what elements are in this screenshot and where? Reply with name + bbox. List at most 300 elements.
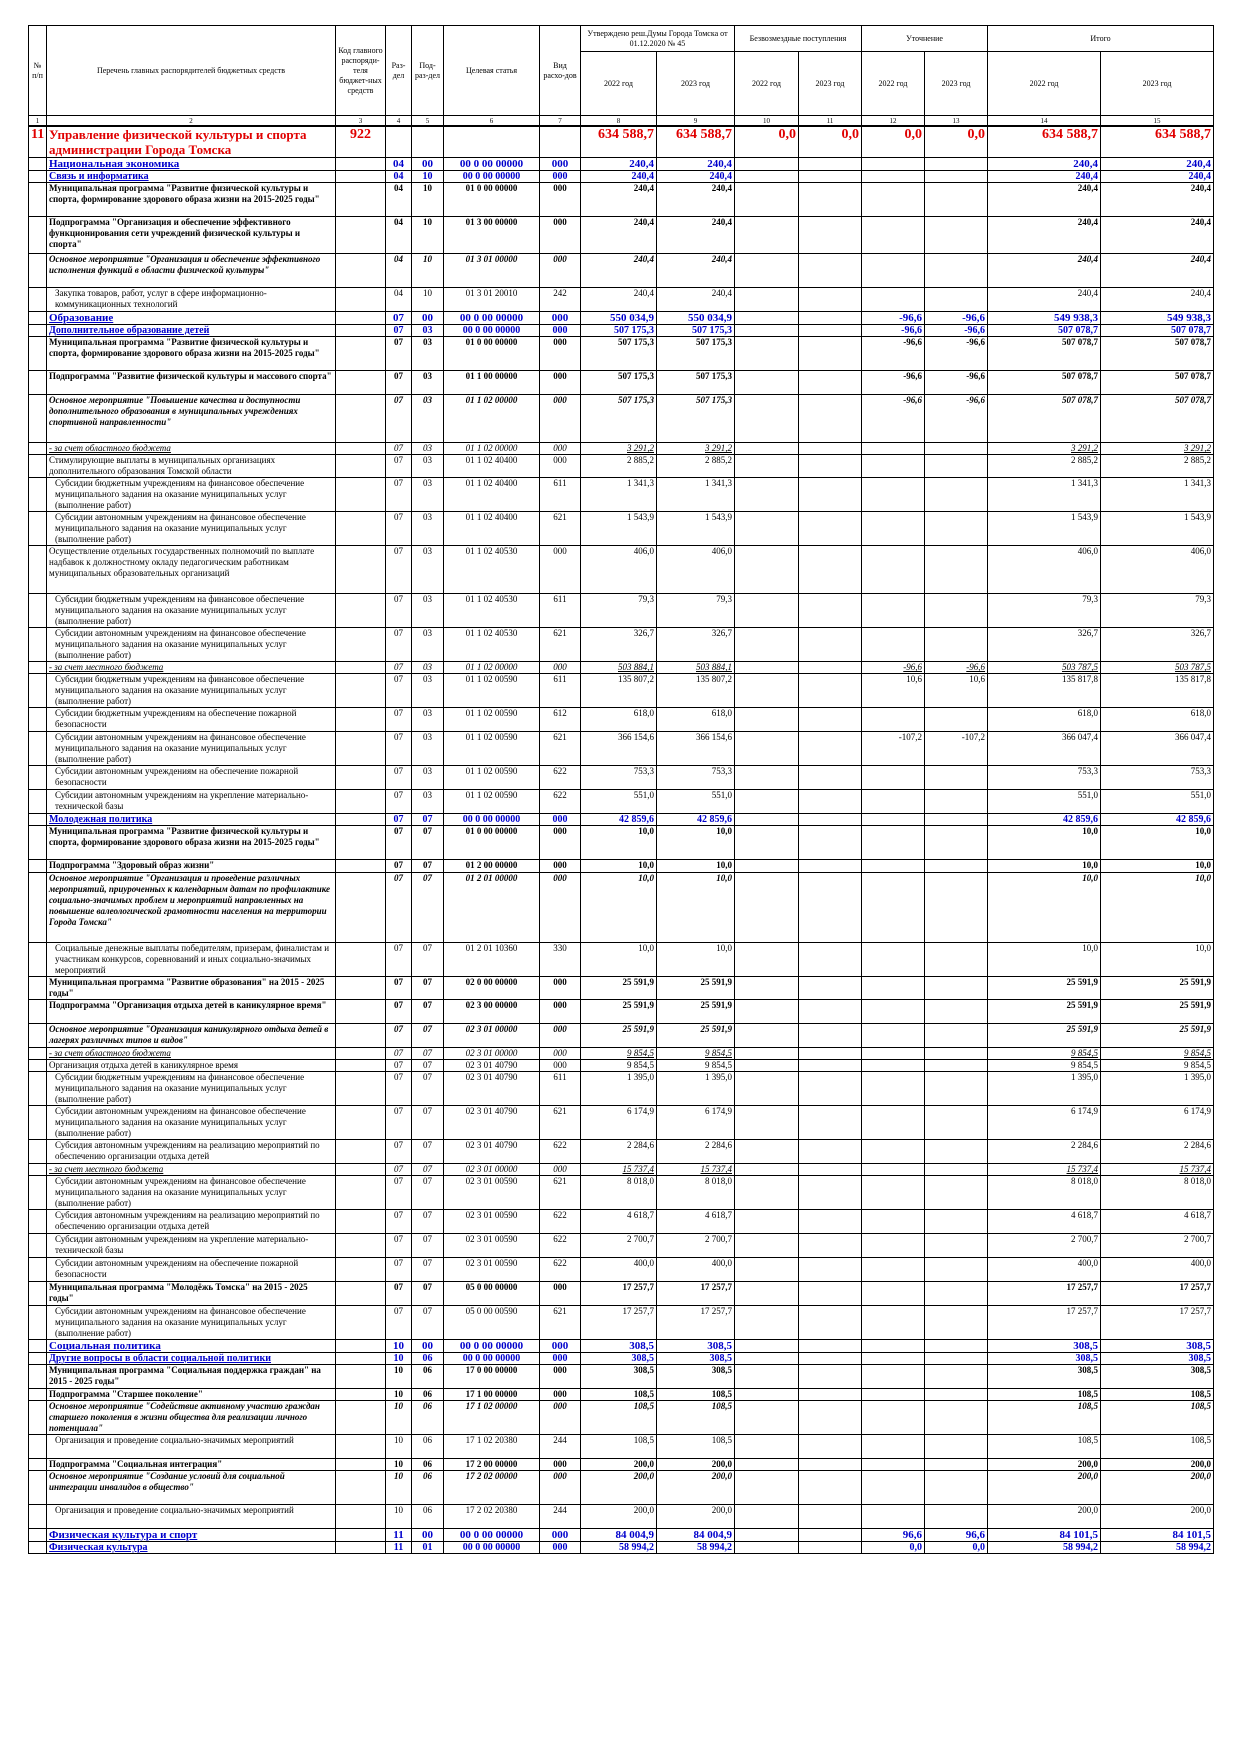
grants-2023 bbox=[799, 158, 862, 171]
row-code bbox=[336, 1471, 386, 1505]
grants-2023 bbox=[799, 814, 862, 826]
clarification-2023 bbox=[925, 1048, 988, 1060]
approved-2022: 10,0 bbox=[581, 826, 657, 860]
row-number bbox=[29, 977, 47, 1000]
grants-2022 bbox=[735, 1459, 799, 1471]
total-2022: 1 543,9 bbox=[988, 512, 1101, 546]
clarification-2023 bbox=[925, 1072, 988, 1106]
row-section: 07 bbox=[386, 1140, 412, 1164]
table-header bbox=[29, 26, 1214, 127]
clarification-2023: -96,6 bbox=[925, 371, 988, 395]
grants-2022 bbox=[735, 1353, 799, 1365]
grants-2022 bbox=[735, 1529, 799, 1542]
row-target: 01 2 01 00000 bbox=[444, 873, 540, 943]
row-number bbox=[29, 674, 47, 708]
row-exp-type: 000 bbox=[540, 546, 581, 594]
row-target: 02 3 01 00590 bbox=[444, 1176, 540, 1210]
row-target: 01 0 00 00000 bbox=[444, 826, 540, 860]
row-section: 07 bbox=[386, 826, 412, 860]
grants-2023: 0,0 bbox=[799, 126, 862, 158]
row-code bbox=[336, 860, 386, 873]
total-2022: 308,5 bbox=[988, 1340, 1101, 1353]
column-number: 7 bbox=[540, 116, 581, 127]
row-section: 07 bbox=[386, 1060, 412, 1072]
grants-2023 bbox=[799, 1401, 862, 1435]
column-number: 10 bbox=[735, 116, 799, 127]
table-row bbox=[29, 1176, 1214, 1210]
row-target: 17 1 00 00000 bbox=[444, 1389, 540, 1401]
grants-2023 bbox=[799, 1072, 862, 1106]
total-2022: 753,3 bbox=[988, 766, 1101, 790]
grants-2023 bbox=[799, 1306, 862, 1340]
row-code bbox=[336, 1435, 386, 1459]
row-exp-type: 000 bbox=[540, 371, 581, 395]
table-row bbox=[29, 1306, 1214, 1340]
total-2022: 240,4 bbox=[988, 158, 1101, 171]
approved-2022: 2 885,2 bbox=[581, 455, 657, 478]
row-code bbox=[336, 873, 386, 943]
row-section: 10 bbox=[386, 1435, 412, 1459]
row-code bbox=[336, 1505, 386, 1529]
budget-sheet bbox=[28, 25, 1213, 1554]
approved-2022: 1 395,0 bbox=[581, 1072, 657, 1106]
row-code bbox=[336, 1258, 386, 1282]
row-code bbox=[336, 1024, 386, 1048]
clarification-2023: 10,6 bbox=[925, 674, 988, 708]
grants-2022 bbox=[735, 1542, 799, 1554]
total-2023: 326,7 bbox=[1101, 628, 1214, 662]
grants-2022 bbox=[735, 478, 799, 512]
approved-2023: 406,0 bbox=[657, 546, 735, 594]
approved-2022: 503 884,1 bbox=[581, 662, 657, 674]
row-name: Основное мероприятие "Создание условий для социальной интеграции инвалидов в общество" bbox=[47, 1471, 336, 1505]
row-name: Субсидии автономным учреждениям на финансовое обеспечение муниципального задания на оказание муниципальных услуг (выполнение работ) bbox=[47, 1176, 336, 1210]
row-subsection: 00 bbox=[412, 312, 444, 325]
approved-2022: 240,4 bbox=[581, 171, 657, 183]
row-exp-type: 621 bbox=[540, 1176, 581, 1210]
grants-2023 bbox=[799, 1459, 862, 1471]
grants-2023 bbox=[799, 1048, 862, 1060]
row-exp-type: 000 bbox=[540, 1164, 581, 1176]
row-section: 11 bbox=[386, 1542, 412, 1554]
total-2022: 240,4 bbox=[988, 171, 1101, 183]
row-name: Муниципальная программа "Социальная поддержка граждан" на 2015 - 2025 годы" bbox=[47, 1365, 336, 1389]
clarification-2023 bbox=[925, 1060, 988, 1072]
grants-2023 bbox=[799, 594, 862, 628]
row-number bbox=[29, 1234, 47, 1258]
row-subsection: 07 bbox=[412, 1306, 444, 1340]
grants-2023 bbox=[799, 455, 862, 478]
row-target: 17 2 02 20380 bbox=[444, 1505, 540, 1529]
clarification-2023 bbox=[925, 1471, 988, 1505]
grants-2022 bbox=[735, 158, 799, 171]
row-exp-type: 000 bbox=[540, 1353, 581, 1365]
row-exp-type: 622 bbox=[540, 1234, 581, 1258]
row-target: 02 0 00 00000 bbox=[444, 977, 540, 1000]
grants-2023 bbox=[799, 1176, 862, 1210]
clarification-2022 bbox=[862, 977, 925, 1000]
total-2022: 200,0 bbox=[988, 1459, 1101, 1471]
total-2023: 3 291,2 bbox=[1101, 443, 1214, 455]
row-target: 17 1 02 20380 bbox=[444, 1435, 540, 1459]
total-2023: 400,0 bbox=[1101, 1258, 1214, 1282]
total-2022: 10,0 bbox=[988, 826, 1101, 860]
row-exp-type: 621 bbox=[540, 628, 581, 662]
row-target: 01 1 02 00590 bbox=[444, 732, 540, 766]
total-2023: 366 047,4 bbox=[1101, 732, 1214, 766]
clarification-2023: 0,0 bbox=[925, 126, 988, 158]
row-code: 922 bbox=[336, 126, 386, 158]
row-exp-type: 612 bbox=[540, 708, 581, 732]
column-number: 2 bbox=[47, 116, 336, 127]
clarification-2023 bbox=[925, 158, 988, 171]
approved-2022: 240,4 bbox=[581, 288, 657, 312]
row-target: 01 1 02 40530 bbox=[444, 546, 540, 594]
clarification-2023: -96,6 bbox=[925, 325, 988, 337]
total-2022: 240,4 bbox=[988, 254, 1101, 288]
row-code bbox=[336, 337, 386, 371]
row-number bbox=[29, 732, 47, 766]
grants-2023 bbox=[799, 766, 862, 790]
header-year: 2022 год bbox=[735, 52, 799, 116]
row-number bbox=[29, 171, 47, 183]
row-subsection bbox=[412, 126, 444, 158]
row-code bbox=[336, 1048, 386, 1060]
table-row bbox=[29, 158, 1214, 171]
row-number bbox=[29, 546, 47, 594]
row-subsection: 07 bbox=[412, 1234, 444, 1258]
clarification-2023 bbox=[925, 1176, 988, 1210]
approved-2022: 6 174,9 bbox=[581, 1106, 657, 1140]
grants-2022 bbox=[735, 512, 799, 546]
row-exp-type: 622 bbox=[540, 1210, 581, 1234]
row-number bbox=[29, 1176, 47, 1210]
clarification-2022 bbox=[862, 1106, 925, 1140]
row-exp-type: 000 bbox=[540, 395, 581, 443]
row-subsection: 07 bbox=[412, 1024, 444, 1048]
row-target: 00 0 00 00000 bbox=[444, 325, 540, 337]
grants-2022 bbox=[735, 1306, 799, 1340]
row-target: 01 1 02 40530 bbox=[444, 594, 540, 628]
row-name: Закупка товаров, работ, услуг в сфере информационно-коммуникационных технологий bbox=[47, 288, 336, 312]
total-2022: 308,5 bbox=[988, 1353, 1101, 1365]
clarification-2023 bbox=[925, 1401, 988, 1435]
row-subsection: 03 bbox=[412, 790, 444, 814]
clarification-2023 bbox=[925, 254, 988, 288]
row-subsection: 06 bbox=[412, 1401, 444, 1435]
row-exp-type: 000 bbox=[540, 312, 581, 325]
approved-2022: 551,0 bbox=[581, 790, 657, 814]
row-code bbox=[336, 1306, 386, 1340]
row-number bbox=[29, 766, 47, 790]
row-code bbox=[336, 1060, 386, 1072]
clarification-2022 bbox=[862, 1306, 925, 1340]
row-section: 07 bbox=[386, 1164, 412, 1176]
grants-2023 bbox=[799, 873, 862, 943]
total-2022: 9 854,5 bbox=[988, 1048, 1101, 1060]
row-exp-type: 000 bbox=[540, 662, 581, 674]
row-code bbox=[336, 158, 386, 171]
row-code bbox=[336, 628, 386, 662]
row-subsection: 07 bbox=[412, 1000, 444, 1024]
table-row bbox=[29, 1459, 1214, 1471]
row-subsection: 00 bbox=[412, 1529, 444, 1542]
total-2023: 406,0 bbox=[1101, 546, 1214, 594]
row-exp-type: 611 bbox=[540, 478, 581, 512]
clarification-2023 bbox=[925, 1353, 988, 1365]
total-2023: 200,0 bbox=[1101, 1459, 1214, 1471]
total-2022: 135 817,8 bbox=[988, 674, 1101, 708]
row-code bbox=[336, 1529, 386, 1542]
total-2022: 84 101,5 bbox=[988, 1529, 1101, 1542]
total-2023: 1 543,9 bbox=[1101, 512, 1214, 546]
approved-2023: 79,3 bbox=[657, 594, 735, 628]
grants-2023 bbox=[799, 1060, 862, 1072]
total-2023: 240,4 bbox=[1101, 183, 1214, 217]
row-target: 02 3 01 40790 bbox=[444, 1106, 540, 1140]
approved-2023: 326,7 bbox=[657, 628, 735, 662]
total-2022: 200,0 bbox=[988, 1471, 1101, 1505]
row-target: 01 1 02 00590 bbox=[444, 708, 540, 732]
total-2023: 15 737,4 bbox=[1101, 1164, 1214, 1176]
row-code bbox=[336, 443, 386, 455]
clarification-2023 bbox=[925, 1000, 988, 1024]
clarification-2022 bbox=[862, 1140, 925, 1164]
row-number bbox=[29, 943, 47, 977]
row-name: Организация и проведение социально-значимых мероприятий bbox=[47, 1435, 336, 1459]
row-number bbox=[29, 1164, 47, 1176]
row-subsection: 03 bbox=[412, 766, 444, 790]
row-section: 07 bbox=[386, 1106, 412, 1140]
approved-2023: 551,0 bbox=[657, 790, 735, 814]
row-section: 07 bbox=[386, 1000, 412, 1024]
total-2022: 2 284,6 bbox=[988, 1140, 1101, 1164]
clarification-2023 bbox=[925, 1258, 988, 1282]
row-name: Основное мероприятие "Организация и обеспечение эффективного исполнения функций в области физической культуры" bbox=[47, 254, 336, 288]
approved-2023: 3 291,2 bbox=[657, 443, 735, 455]
row-number bbox=[29, 1529, 47, 1542]
row-subsection: 06 bbox=[412, 1505, 444, 1529]
row-exp-type: 000 bbox=[540, 217, 581, 254]
grants-2023 bbox=[799, 312, 862, 325]
row-name: Подпрограмма "Организация отдыха детей в каникулярное время" bbox=[47, 1000, 336, 1024]
clarification-2023 bbox=[925, 478, 988, 512]
clarification-2022 bbox=[862, 1340, 925, 1353]
row-code bbox=[336, 455, 386, 478]
grants-2022 bbox=[735, 943, 799, 977]
approved-2022: 240,4 bbox=[581, 254, 657, 288]
table-row bbox=[29, 443, 1214, 455]
total-2023: 84 101,5 bbox=[1101, 1529, 1214, 1542]
row-code bbox=[336, 1282, 386, 1306]
approved-2022: 84 004,9 bbox=[581, 1529, 657, 1542]
column-number: 11 bbox=[799, 116, 862, 127]
row-exp-type: 000 bbox=[540, 1365, 581, 1389]
clarification-2022: -96,6 bbox=[862, 325, 925, 337]
row-subsection: 10 bbox=[412, 183, 444, 217]
table-row bbox=[29, 455, 1214, 478]
row-code bbox=[336, 1542, 386, 1554]
clarification-2022 bbox=[862, 628, 925, 662]
row-subsection: 07 bbox=[412, 1164, 444, 1176]
total-2023: 10,0 bbox=[1101, 826, 1214, 860]
row-section: 10 bbox=[386, 1401, 412, 1435]
total-2022: 503 787,5 bbox=[988, 662, 1101, 674]
row-target: 01 1 02 00590 bbox=[444, 790, 540, 814]
row-section: 07 bbox=[386, 977, 412, 1000]
row-target: 01 0 00 00000 bbox=[444, 183, 540, 217]
row-section: 07 bbox=[386, 1072, 412, 1106]
row-section: 10 bbox=[386, 1340, 412, 1353]
row-exp-type: 000 bbox=[540, 826, 581, 860]
grants-2022 bbox=[735, 1164, 799, 1176]
table-row bbox=[29, 1106, 1214, 1140]
approved-2022: 200,0 bbox=[581, 1459, 657, 1471]
total-2022: 10,0 bbox=[988, 860, 1101, 873]
row-exp-type: 000 bbox=[540, 171, 581, 183]
total-2023: 17 257,7 bbox=[1101, 1306, 1214, 1340]
table-row bbox=[29, 183, 1214, 217]
approved-2023: 108,5 bbox=[657, 1401, 735, 1435]
total-2023: 240,4 bbox=[1101, 217, 1214, 254]
clarification-2023 bbox=[925, 1389, 988, 1401]
grants-2023 bbox=[799, 443, 862, 455]
approved-2023: 634 588,7 bbox=[657, 126, 735, 158]
row-name: Субсидии автономным учреждениям на финансовое обеспечение муниципального задания на оказание муниципальных услуг (выполнение работ) bbox=[47, 628, 336, 662]
approved-2022: 406,0 bbox=[581, 546, 657, 594]
column-number: 12 bbox=[862, 116, 925, 127]
row-number bbox=[29, 312, 47, 325]
row-code bbox=[336, 943, 386, 977]
row-number bbox=[29, 826, 47, 860]
row-section: 07 bbox=[386, 662, 412, 674]
row-target: 17 2 00 00000 bbox=[444, 1459, 540, 1471]
approved-2022: 400,0 bbox=[581, 1258, 657, 1282]
row-name: Подпрограмма "Организация и обеспечение эффективного функционирования сети учреждений физической культуры и спорта" bbox=[47, 217, 336, 254]
clarification-2022 bbox=[862, 1365, 925, 1389]
approved-2023: 240,4 bbox=[657, 217, 735, 254]
row-section: 07 bbox=[386, 594, 412, 628]
approved-2023: 108,5 bbox=[657, 1389, 735, 1401]
grants-2023 bbox=[799, 790, 862, 814]
row-name: Национальная экономика bbox=[47, 158, 336, 171]
table-row bbox=[29, 512, 1214, 546]
table-row bbox=[29, 1258, 1214, 1282]
total-2022: 8 018,0 bbox=[988, 1176, 1101, 1210]
approved-2023: 366 154,6 bbox=[657, 732, 735, 766]
row-code bbox=[336, 814, 386, 826]
approved-2023: 240,4 bbox=[657, 171, 735, 183]
clarification-2022: 10,6 bbox=[862, 674, 925, 708]
approved-2023: 2 284,6 bbox=[657, 1140, 735, 1164]
approved-2023: 135 807,2 bbox=[657, 674, 735, 708]
row-exp-type: 621 bbox=[540, 512, 581, 546]
row-name: Субсидии бюджетным учреждениям на обеспечение пожарной безопасности bbox=[47, 708, 336, 732]
row-code bbox=[336, 1340, 386, 1353]
clarification-2022: 0,0 bbox=[862, 126, 925, 158]
row-name: Субсидия автономным учреждениям на реализацию мероприятий по обеспечению организации отдыха детей bbox=[47, 1210, 336, 1234]
clarification-2022 bbox=[862, 512, 925, 546]
total-2022: 366 047,4 bbox=[988, 732, 1101, 766]
row-name: Субсидии бюджетным учреждениям на финансовое обеспечение муниципального задания на оказание муниципальных услуг (выполнение работ) bbox=[47, 594, 336, 628]
row-target: 00 0 00 00000 bbox=[444, 1542, 540, 1554]
grants-2022 bbox=[735, 1282, 799, 1306]
row-number bbox=[29, 1340, 47, 1353]
approved-2022: 8 018,0 bbox=[581, 1176, 657, 1210]
row-section: 07 bbox=[386, 674, 412, 708]
clarification-2022 bbox=[862, 1234, 925, 1258]
row-section: 04 bbox=[386, 254, 412, 288]
column-number: 14 bbox=[988, 116, 1101, 127]
row-subsection: 03 bbox=[412, 395, 444, 443]
approved-2022: 240,4 bbox=[581, 158, 657, 171]
table-row bbox=[29, 790, 1214, 814]
total-2022: 1 341,3 bbox=[988, 478, 1101, 512]
grants-2022 bbox=[735, 628, 799, 662]
approved-2023: 507 175,3 bbox=[657, 395, 735, 443]
row-name: Муниципальная программа "Развитие образования" на 2015 - 2025 годы" bbox=[47, 977, 336, 1000]
row-exp-type: 000 bbox=[540, 325, 581, 337]
total-2022: 400,0 bbox=[988, 1258, 1101, 1282]
table-row bbox=[29, 325, 1214, 337]
clarification-2023 bbox=[925, 217, 988, 254]
total-2023: 4 618,7 bbox=[1101, 1210, 1214, 1234]
row-name: Основное мероприятие "Организация и проведение различных мероприятий, приуроченных к календарным датам по профилактике социально-значимых проблем и мероприятий направленных на повышение валеологической грамотности населения на территории Города Томска" bbox=[47, 873, 336, 943]
row-number bbox=[29, 1024, 47, 1048]
approved-2022: 15 737,4 bbox=[581, 1164, 657, 1176]
row-number bbox=[29, 1060, 47, 1072]
clarification-2022: 0,0 bbox=[862, 1542, 925, 1554]
grants-2022: 0,0 bbox=[735, 126, 799, 158]
row-name: Организация и проведение социально-значимых мероприятий bbox=[47, 1505, 336, 1529]
grants-2022 bbox=[735, 1365, 799, 1389]
approved-2023: 9 854,5 bbox=[657, 1060, 735, 1072]
total-2023: 240,4 bbox=[1101, 158, 1214, 171]
row-exp-type: 000 bbox=[540, 1401, 581, 1435]
row-number bbox=[29, 628, 47, 662]
clarification-2023 bbox=[925, 1306, 988, 1340]
clarification-2023 bbox=[925, 708, 988, 732]
table-row bbox=[29, 943, 1214, 977]
row-subsection: 10 bbox=[412, 288, 444, 312]
row-code bbox=[336, 395, 386, 443]
row-code bbox=[336, 732, 386, 766]
clarification-2023 bbox=[925, 1340, 988, 1353]
row-section: 07 bbox=[386, 732, 412, 766]
grants-2023 bbox=[799, 1106, 862, 1140]
table-row bbox=[29, 395, 1214, 443]
grants-2023 bbox=[799, 1000, 862, 1024]
row-subsection: 03 bbox=[412, 628, 444, 662]
row-number bbox=[29, 478, 47, 512]
approved-2023: 42 859,6 bbox=[657, 814, 735, 826]
row-section: 10 bbox=[386, 1471, 412, 1505]
table-row bbox=[29, 860, 1214, 873]
grants-2022 bbox=[735, 790, 799, 814]
row-code bbox=[336, 288, 386, 312]
table-row bbox=[29, 312, 1214, 325]
row-number bbox=[29, 288, 47, 312]
total-2023: 753,3 bbox=[1101, 766, 1214, 790]
row-section: 10 bbox=[386, 1353, 412, 1365]
grants-2022 bbox=[735, 371, 799, 395]
approved-2023: 10,0 bbox=[657, 873, 735, 943]
approved-2023: 240,4 bbox=[657, 183, 735, 217]
total-2022: 507 078,7 bbox=[988, 395, 1101, 443]
row-name: Основное мероприятие "Повышение качества и доступности дополнительного образования в муниципальных учреждениях спортивной направленности" bbox=[47, 395, 336, 443]
clarification-2022 bbox=[862, 171, 925, 183]
approved-2023: 507 175,3 bbox=[657, 337, 735, 371]
